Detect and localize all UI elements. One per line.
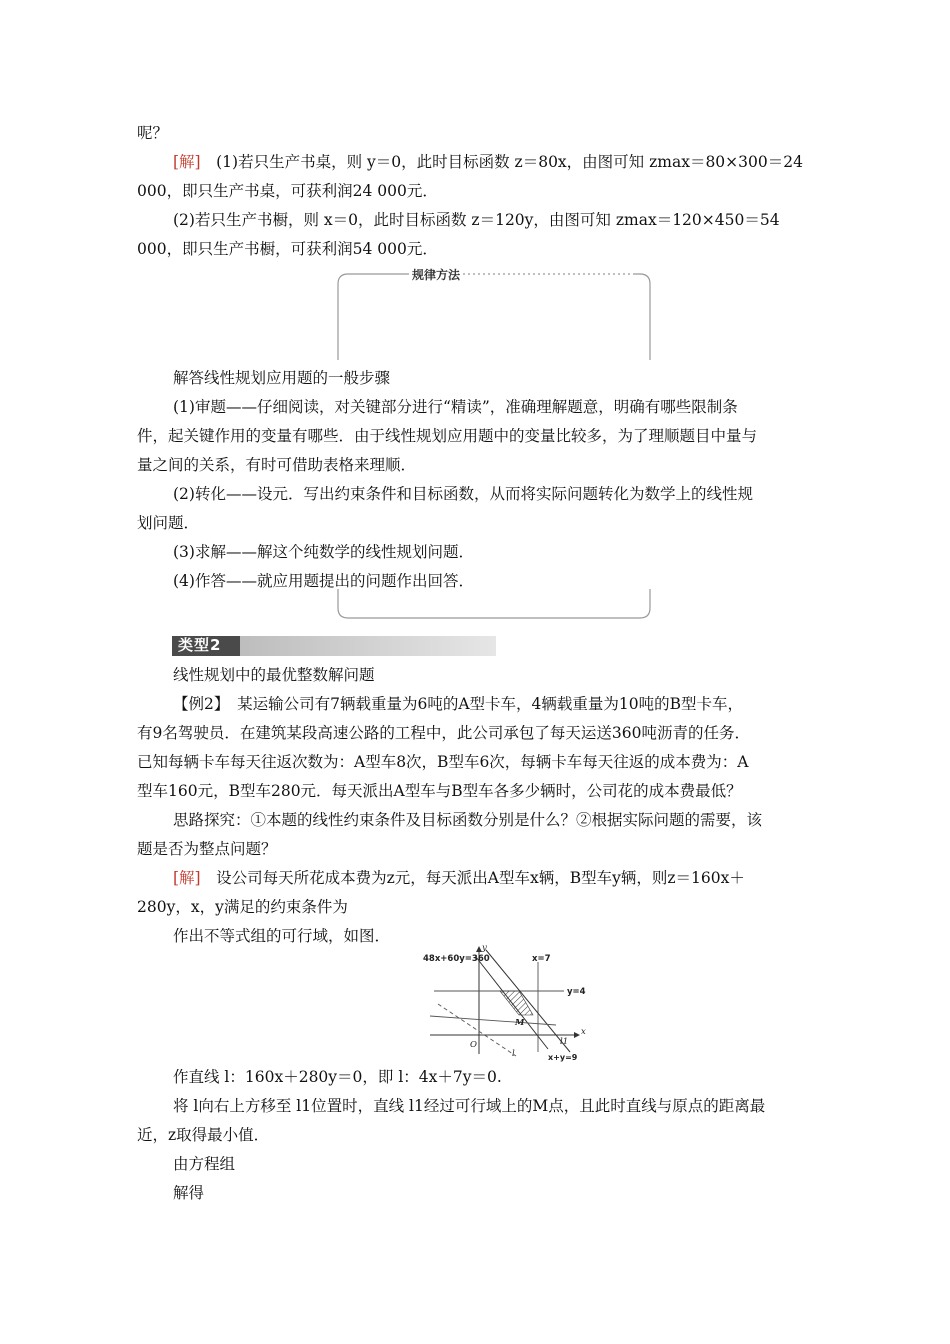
- label-l1: l1: [560, 1037, 569, 1047]
- text-segment: (1)若只生产书桌，则 y＝0，此时目标函数 z＝80x，由图可知 zmax＝80×300＝24: [200, 153, 803, 171]
- text-line: 呢？: [137, 124, 169, 142]
- feasible-region-figure: [420, 944, 590, 1062]
- text-line: 将 l向右上方移至 l1位置时，直线 l1经过可行域上的M点，且此时直线与原点的距离最: [173, 1097, 766, 1115]
- line-l1: [430, 1016, 556, 1025]
- text-line: [173, 151, 803, 173]
- text-line: 000，即只生产书桌，可获利润24 000元．: [137, 182, 438, 200]
- text-line: 思路探究：①本题的线性约束条件及目标函数分别是什么？②根据实际问题的需要，该: [173, 811, 763, 829]
- x-axis-arrow: [574, 1032, 580, 1038]
- text-line: 题是否为整点问题？: [137, 840, 277, 858]
- label-y-axis: y: [482, 944, 487, 953]
- label-l: l: [512, 1049, 515, 1059]
- text-line: 划问题．: [137, 514, 200, 532]
- method-box-title: 规律方法: [409, 266, 463, 283]
- text-line: 件，起关键作用的变量有哪些．由于线性规划应用题中的变量比较多，为了理顺题目中量与: [137, 427, 758, 445]
- text-line: 有9名驾驶员．在建筑某段高速公路的工程中，此公司承包了每天运送360吨沥青的任务．: [137, 724, 750, 742]
- text-line: 作直线 l：160x＋280y＝0，即 l：4x＋7y＝0.: [173, 1068, 502, 1086]
- label-x-plus-y-9: x+y=9: [548, 1053, 578, 1062]
- text-line: 量之间的关系，有时可借助表格来理顺．: [137, 456, 417, 474]
- label-x-axis: x: [581, 1027, 586, 1037]
- label-origin: O: [470, 1040, 477, 1050]
- text-segment: 设公司每天所花成本费为z元，每天派出A型车x辆，B型车y辆，则z＝160x＋: [200, 869, 745, 887]
- section-title: 线性规划中的最优整数解问题: [173, 666, 375, 684]
- label-48x-60y: 48x+60y=360: [423, 954, 490, 964]
- label-y-eq-4: y=4: [567, 987, 586, 997]
- text-line: 由方程组: [173, 1155, 236, 1173]
- label-point-m: M: [515, 1018, 525, 1028]
- example-tag: 【例2】: [173, 695, 222, 713]
- text-line: 解得: [173, 1184, 205, 1202]
- text-line: (2)若只生产书橱，则 x＝0，此时目标函数 z＝120y，由图可知 zmax＝120×450＝54: [173, 211, 780, 229]
- text-line: 型车160元，B型车280元．每天派出A型车与B型车各多少辆时，公司花的成本费最低？: [137, 782, 742, 800]
- solution-tag: [解]: [173, 153, 201, 171]
- method-heading: 解答线性规划应用题的一般步骤: [173, 369, 391, 387]
- text-line: [173, 693, 743, 715]
- text-line: 000，即只生产书橱，可获利润54 000元．: [137, 240, 438, 258]
- text-line: (2)转化——设元．写出约束条件和目标函数，从而将实际问题转化为数学上的线性规: [173, 485, 753, 503]
- text-line: [173, 867, 745, 889]
- text-line: 280y，x，y满足的约束条件为: [137, 898, 348, 916]
- line-x-plus-y-9: [486, 950, 570, 1052]
- text-line: 已知每辆卡车每天往返次数为：A型车8次，B型车6次，每辆卡车每天往返的成本费为：A: [137, 753, 749, 771]
- text-line: (1)审题——仔细阅读，对关键部分进行“精读”，准确理解题意，明确有哪些限制条: [173, 398, 738, 416]
- text-line: 近，z取得最小值．: [137, 1126, 270, 1144]
- line-l: [438, 1004, 516, 1056]
- type-tag: 类型2: [178, 636, 222, 654]
- label-x-eq-7: x=7: [532, 954, 551, 964]
- text-line: (4)作答——就应用题提出的问题作出回答．: [173, 572, 474, 590]
- text-line: 作出不等式组的可行域，如图．: [173, 927, 391, 945]
- text-line: (3)求解——解这个纯数学的线性规划问题．: [173, 543, 474, 561]
- solution-tag: [解]: [173, 869, 201, 887]
- text-segment: 某运输公司有7辆载重量为6吨的A型卡车，4辆载重量为10吨的B型卡车，: [221, 695, 744, 713]
